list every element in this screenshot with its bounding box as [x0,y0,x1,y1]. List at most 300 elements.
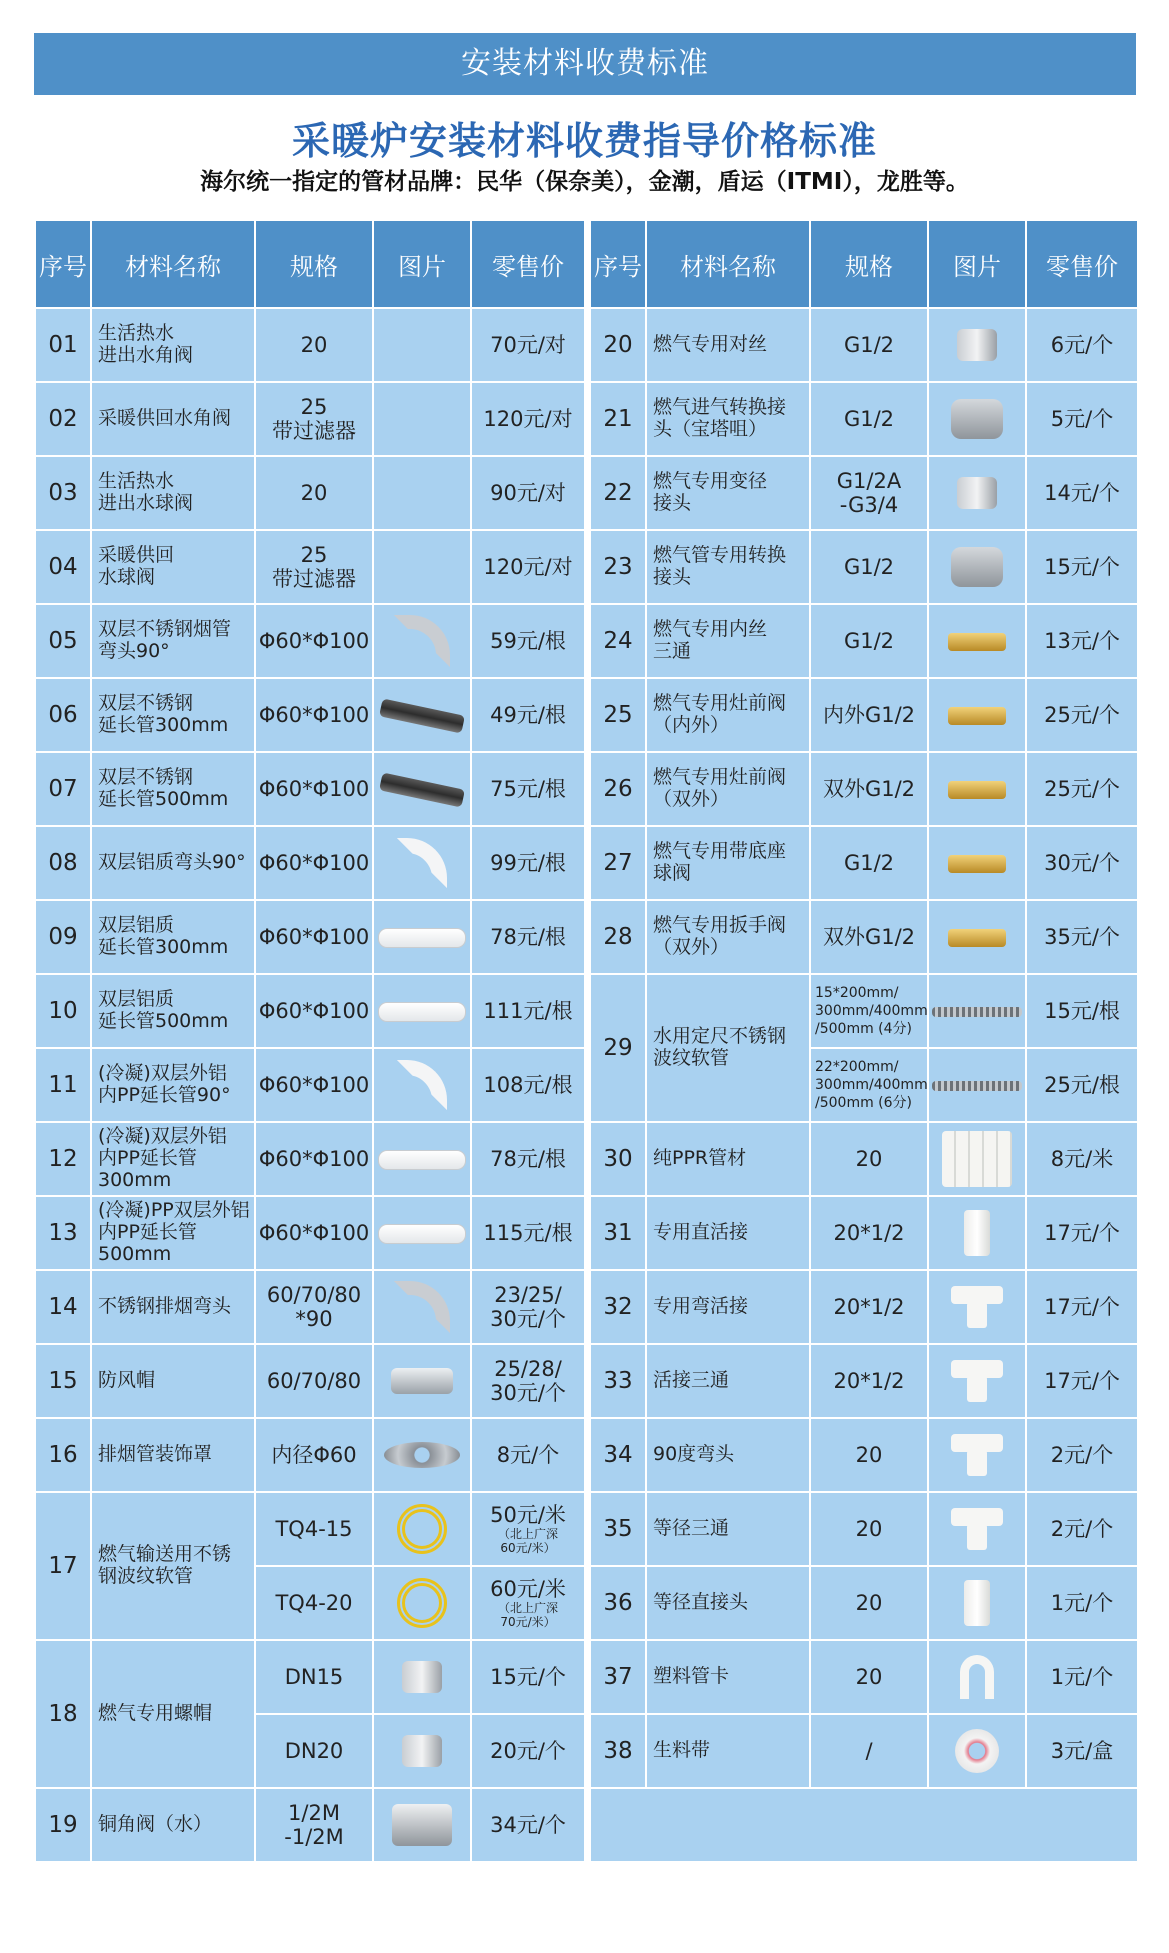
product-image [373,752,471,826]
price-cell: 90元/对 [471,456,585,530]
spec-cell: G1/2A -G3/4 [810,456,928,530]
row-number: 11 [35,1048,91,1122]
product-image [928,678,1026,752]
material-name: 等径三通 [646,1492,810,1566]
row-number: 18 [35,1640,91,1788]
spec-cell: 20 [810,1492,928,1566]
row-number: 21 [590,382,646,456]
product-image [373,974,471,1048]
price-cell: 2元/个 [1026,1492,1138,1566]
header-no: 序号 [590,220,646,308]
spec-cell: 内径Φ60 [255,1418,373,1492]
material-name: 燃气专用灶前阀 （内外） [646,678,810,752]
ppr-tee-icon [951,1508,1003,1550]
row-number: 13 [35,1196,91,1270]
table-row [590,308,1138,382]
row-number: 08 [35,826,91,900]
product-image [373,1492,471,1566]
spec-cell: Φ60*Φ100 [255,826,373,900]
material-name: 双层铝质弯头90° [91,826,255,900]
white-pipe-icon [378,1002,466,1022]
exhaust-elbow-icon [394,1281,450,1333]
material-name: 燃气专用带底座 球阀 [646,826,810,900]
material-name: 采暖供回 水球阀 [91,530,255,604]
material-name: 燃气输送用不锈 钢波纹软管 [91,1492,255,1640]
price-cell: 111元/根 [471,974,585,1048]
price-cell: 30元/个 [1026,826,1138,900]
spec-cell: / [810,1714,928,1788]
product-image [928,382,1026,456]
spec-cell: Φ60*Φ100 [255,1122,373,1196]
material-name: 双层不锈钢 延长管500mm [91,752,255,826]
spec-cell: 20*1/2 [810,1196,928,1270]
material-name: (冷凝)PP双层外铝 内PP延长管500mm [91,1196,255,1270]
price-cell: 1元/个 [1026,1640,1138,1714]
price-cell: 14元/个 [1026,456,1138,530]
price-value: 50元/米 [490,1502,566,1527]
material-name: 专用直活接 [646,1196,810,1270]
product-image [928,1344,1026,1418]
page-subtitle: 采暖炉安装材料收费指导价格标准 [291,119,877,163]
spec-cell: 20 [255,308,373,382]
row-number: 37 [590,1640,646,1714]
spec-cell: Φ60*Φ100 [255,604,373,678]
price-cell: 15元/根 [1026,974,1138,1048]
table-row [35,752,585,826]
material-name: 燃气专用变径 接头 [646,456,810,530]
row-number: 36 [590,1566,646,1640]
price-cell: 25元/个 [1026,678,1138,752]
product-image [373,1270,471,1344]
row-number: 02 [35,382,91,456]
row-number: 14 [35,1270,91,1344]
material-name: 90度弯头 [646,1418,810,1492]
angle-valve-pair-icon [386,323,458,367]
spec-cell: 20 [810,1640,928,1714]
price-cell: 120元/对 [471,530,585,604]
material-name: 水用定尺不锈钢 波纹软管 [646,974,810,1122]
material-name: 燃气进气转换接 头（宝塔咀） [646,382,810,456]
product-image [928,1640,1026,1714]
price-cell: 25元/个 [1026,752,1138,826]
ball-valve-pair-icon [386,471,458,515]
row-number: 27 [590,826,646,900]
spec-cell: TQ4-20 [255,1566,373,1640]
material-name: 燃气专用螺帽 [91,1640,255,1788]
product-image [373,308,471,382]
row-number: 17 [35,1492,91,1640]
material-name: 双层不锈钢 延长管300mm [91,678,255,752]
material-name: 双层不锈钢烟管 弯头90° [91,604,255,678]
white-pipe-icon [378,1224,466,1244]
table-row [590,1418,1138,1492]
product-image [373,1418,471,1492]
spec-cell: 1/2M -1/2M [255,1788,373,1862]
table-row [590,1344,1138,1418]
table-row [590,678,1138,752]
product-image [928,1270,1026,1344]
product-image [928,1492,1026,1566]
row-number: 25 [590,678,646,752]
material-name: (冷凝)双层外铝 内PP延长管90° [91,1048,255,1122]
table-row [590,1196,1138,1270]
price-cell: 17元/个 [1026,1270,1138,1344]
product-image [928,1566,1026,1640]
price-cell: 8元/米 [1026,1122,1138,1196]
reducer-icon [957,477,997,509]
product-image [373,1344,471,1418]
product-image [373,1048,471,1122]
table-row [35,826,585,900]
material-name: 等径直接头 [646,1566,810,1640]
product-image [373,1196,471,1270]
price-cell [471,1566,585,1640]
product-image [373,826,471,900]
ppr-elbow-union-icon [951,1286,1003,1328]
row-number: 04 [35,530,91,604]
price-cell: 35元/个 [1026,900,1138,974]
table-row [35,1196,585,1270]
gas-hose-icon [397,1578,447,1628]
row-number: 01 [35,308,91,382]
table-row [35,900,585,974]
row-number: 09 [35,900,91,974]
hose-barb-icon [951,399,1003,439]
spec-cell: 20 [810,1566,928,1640]
table-row [35,604,585,678]
nipple-icon [957,329,997,361]
product-image [928,1714,1026,1788]
decor-ring-icon [384,1442,460,1468]
spec-cell: 双外G1/2 [810,752,928,826]
material-name: 燃气专用内丝 三通 [646,604,810,678]
row-number: 30 [590,1122,646,1196]
material-name: 铜角阀（水） [91,1788,255,1862]
ball-valve-filter-icon [386,545,458,589]
header-price: 零售价 [1026,220,1138,308]
header-price: 零售价 [471,220,585,308]
spec-cell: G1/2 [810,604,928,678]
row-number: 22 [590,456,646,530]
base-ball-valve-icon [948,855,1006,873]
price-cell: 78元/根 [471,900,585,974]
price-cell: 20元/个 [471,1714,585,1788]
material-name: 采暖供回水角阀 [91,382,255,456]
header-image: 图片 [373,220,471,308]
pipe-clip-icon [960,1655,994,1699]
table-row [35,1640,585,1714]
product-image [373,1566,471,1640]
table-row [590,1714,1138,1788]
spec-cell: G1/2 [810,826,928,900]
table-row [35,1122,585,1196]
ppr-coupling-icon [964,1580,990,1626]
spec-cell: 60/70/80 [255,1344,373,1418]
table-row [35,974,585,1048]
empty-cell [590,1788,1138,1862]
ptfe-tape-icon [955,1729,999,1773]
row-number: 16 [35,1418,91,1492]
row-number: 34 [590,1418,646,1492]
material-name: 防风帽 [91,1344,255,1418]
price-cell: 6元/个 [1026,308,1138,382]
nut-icon [402,1661,442,1693]
row-number: 19 [35,1788,91,1862]
price-cell: 23/25/ 30元/个 [471,1270,585,1344]
price-cell: 75元/根 [471,752,585,826]
spec-cell: 22*200mm/ 300mm/400mm /500mm (6分) [810,1048,928,1122]
row-number: 23 [590,530,646,604]
material-name: 生料带 [646,1714,810,1788]
material-name: 燃气管专用转换 接头 [646,530,810,604]
material-name: 燃气专用灶前阀 （双外） [646,752,810,826]
material-name: 专用弯活接 [646,1270,810,1344]
table-row [35,1492,585,1566]
white-pipe-icon [378,928,466,948]
row-number: 32 [590,1270,646,1344]
white-pipe-icon [378,1150,466,1170]
material-name: (冷凝)双层外铝 内PP延长管300mm [91,1122,255,1196]
product-image [373,1640,471,1714]
row-number: 10 [35,974,91,1048]
spec-cell: G1/2 [810,382,928,456]
table-row [35,382,585,456]
price-cell: 70元/对 [471,308,585,382]
row-number: 33 [590,1344,646,1418]
stove-valve-icon [948,707,1006,725]
product-image [928,308,1026,382]
spec-cell: 20*1/2 [810,1344,928,1418]
row-number: 31 [590,1196,646,1270]
spec-cell: 60/70/80 *90 [255,1270,373,1344]
price-cell: 17元/个 [1026,1344,1138,1418]
material-name: 燃气专用对丝 [646,308,810,382]
product-image [928,826,1026,900]
price-cell: 15元/个 [471,1640,585,1714]
price-cell: 120元/对 [471,382,585,456]
price-cell: 2元/个 [1026,1418,1138,1492]
empty-row [590,1788,1138,1862]
product-image [373,604,471,678]
spec-cell: 15*200mm/ 300mm/400mm /500mm (4分) [810,974,928,1048]
product-image [928,1122,1026,1196]
material-name: 生活热水 进出水角阀 [91,308,255,382]
spec-cell: G1/2 [810,530,928,604]
spec-cell: DN15 [255,1640,373,1714]
price-cell: 1元/个 [1026,1566,1138,1640]
ppr-pipes-icon [942,1131,1012,1187]
row-number: 05 [35,604,91,678]
product-image [928,1196,1026,1270]
table-row [35,1788,585,1862]
material-name: 塑料管卡 [646,1640,810,1714]
spec-cell: 25 带过滤器 [255,382,373,456]
product-image [373,678,471,752]
table-row [35,530,585,604]
material-name: 活接三通 [646,1344,810,1418]
row-number: 24 [590,604,646,678]
nut-icon [402,1735,442,1767]
table-row [35,456,585,530]
ppr-union-icon [964,1210,990,1256]
table-row [590,604,1138,678]
brass-tee-icon [948,633,1006,651]
product-image [373,1122,471,1196]
spec-cell: Φ60*Φ100 [255,678,373,752]
price-table-left [34,219,586,1863]
product-image [373,1788,471,1862]
table-row [590,530,1138,604]
row-number: 06 [35,678,91,752]
product-image [373,1714,471,1788]
ppr-elbow-icon [951,1434,1003,1476]
product-image [373,530,471,604]
price-table-right [589,219,1139,1863]
wind-cap-icon [391,1368,453,1394]
product-image [928,752,1026,826]
price-cell: 17元/个 [1026,1196,1138,1270]
adapter-icon [951,547,1003,587]
material-name: 排烟管装饰罩 [91,1418,255,1492]
spec-cell: 20 [255,456,373,530]
table-row [590,974,1138,1048]
row-number: 20 [590,308,646,382]
product-image [928,1048,1026,1122]
product-image [928,604,1026,678]
row-number: 26 [590,752,646,826]
water-hose-icon [932,1007,1022,1017]
table-row [590,1122,1138,1196]
table-row [35,1270,585,1344]
row-number: 28 [590,900,646,974]
product-image [928,900,1026,974]
white-elbow-icon [397,1060,447,1110]
row-number: 15 [35,1344,91,1418]
price-note: （北上广深 70元/米） [497,1600,558,1630]
table-row [590,456,1138,530]
header-name: 材料名称 [646,220,810,308]
table-row [590,1566,1138,1640]
price-cell: 59元/根 [471,604,585,678]
stove-valve-icon [948,781,1006,799]
table-row [590,1270,1138,1344]
water-hose-icon [932,1081,1022,1091]
ppr-tee-union-icon [951,1360,1003,1402]
spec-cell: 内外G1/2 [810,678,928,752]
table-row [590,900,1138,974]
price-cell: 3元/盒 [1026,1714,1138,1788]
table-row [35,308,585,382]
gas-hose-icon [397,1504,447,1554]
product-image [928,530,1026,604]
price-cell: 78元/根 [471,1122,585,1196]
price-value: 60元/米 [490,1576,566,1601]
header-spec: 规格 [810,220,928,308]
header-image: 图片 [928,220,1026,308]
row-number: 03 [35,456,91,530]
spec-cell: TQ4-15 [255,1492,373,1566]
spec-cell: DN20 [255,1714,373,1788]
steel-pipe-icon [379,698,465,733]
product-image [928,974,1026,1048]
price-cell: 25/28/ 30元/个 [471,1344,585,1418]
white-elbow-icon [397,838,447,888]
angle-valve-filter-icon [386,397,458,441]
price-cell: 13元/个 [1026,604,1138,678]
material-name: 燃气专用扳手阀 （双外） [646,900,810,974]
price-cell: 8元/个 [471,1418,585,1492]
header-row [590,220,1138,308]
table-row [590,382,1138,456]
banner-title: 安装材料收费标准 [34,33,1136,95]
table-row [590,1640,1138,1714]
spec-cell: Φ60*Φ100 [255,974,373,1048]
product-image [928,1418,1026,1492]
header-no: 序号 [35,220,91,308]
spec-cell: Φ60*Φ100 [255,752,373,826]
brand-note: 海尔统一指定的管材品牌：民华（保奈美），金潮，盾运（ITMI），龙胜等。 [200,169,969,195]
spec-cell: G1/2 [810,308,928,382]
row-number: 35 [590,1492,646,1566]
spec-cell: Φ60*Φ100 [255,900,373,974]
row-number: 29 [590,974,646,1122]
material-name: 生活热水 进出水球阀 [91,456,255,530]
price-cell: 25元/根 [1026,1048,1138,1122]
steel-pipe-icon [379,772,465,807]
table-row [590,752,1138,826]
spec-cell: 25 带过滤器 [255,530,373,604]
product-image [373,382,471,456]
spec-cell: 20 [810,1122,928,1196]
lever-valve-icon [948,929,1006,947]
copper-angle-valve-icon [392,1804,452,1846]
product-image [373,456,471,530]
price-cell: 5元/个 [1026,382,1138,456]
material-name: 双层铝质 延长管300mm [91,900,255,974]
header-spec: 规格 [255,220,373,308]
header-name: 材料名称 [91,220,255,308]
spec-cell: 双外G1/2 [810,900,928,974]
material-name: 双层铝质 延长管500mm [91,974,255,1048]
header-row [35,220,585,308]
material-name: 不锈钢排烟弯头 [91,1270,255,1344]
table-row [35,678,585,752]
product-image [373,900,471,974]
product-image [928,456,1026,530]
row-number: 07 [35,752,91,826]
row-number: 12 [35,1122,91,1196]
price-cell: 115元/根 [471,1196,585,1270]
price-cell: 99元/根 [471,826,585,900]
table-row [35,1418,585,1492]
material-name: 纯PPR管材 [646,1122,810,1196]
spec-cell: 20*1/2 [810,1270,928,1344]
spec-cell: Φ60*Φ100 [255,1048,373,1122]
price-cell [471,1492,585,1566]
spec-cell: 20 [810,1418,928,1492]
price-cell: 49元/根 [471,678,585,752]
table-row [590,826,1138,900]
price-cell: 15元/个 [1026,530,1138,604]
row-number: 38 [590,1714,646,1788]
price-cell: 34元/个 [471,1788,585,1862]
price-note: （北上广深 60元/米） [497,1526,558,1556]
table-row [35,1048,585,1122]
price-cell: 108元/根 [471,1048,585,1122]
table-row [590,1492,1138,1566]
spec-cell: Φ60*Φ100 [255,1196,373,1270]
table-row [35,1344,585,1418]
